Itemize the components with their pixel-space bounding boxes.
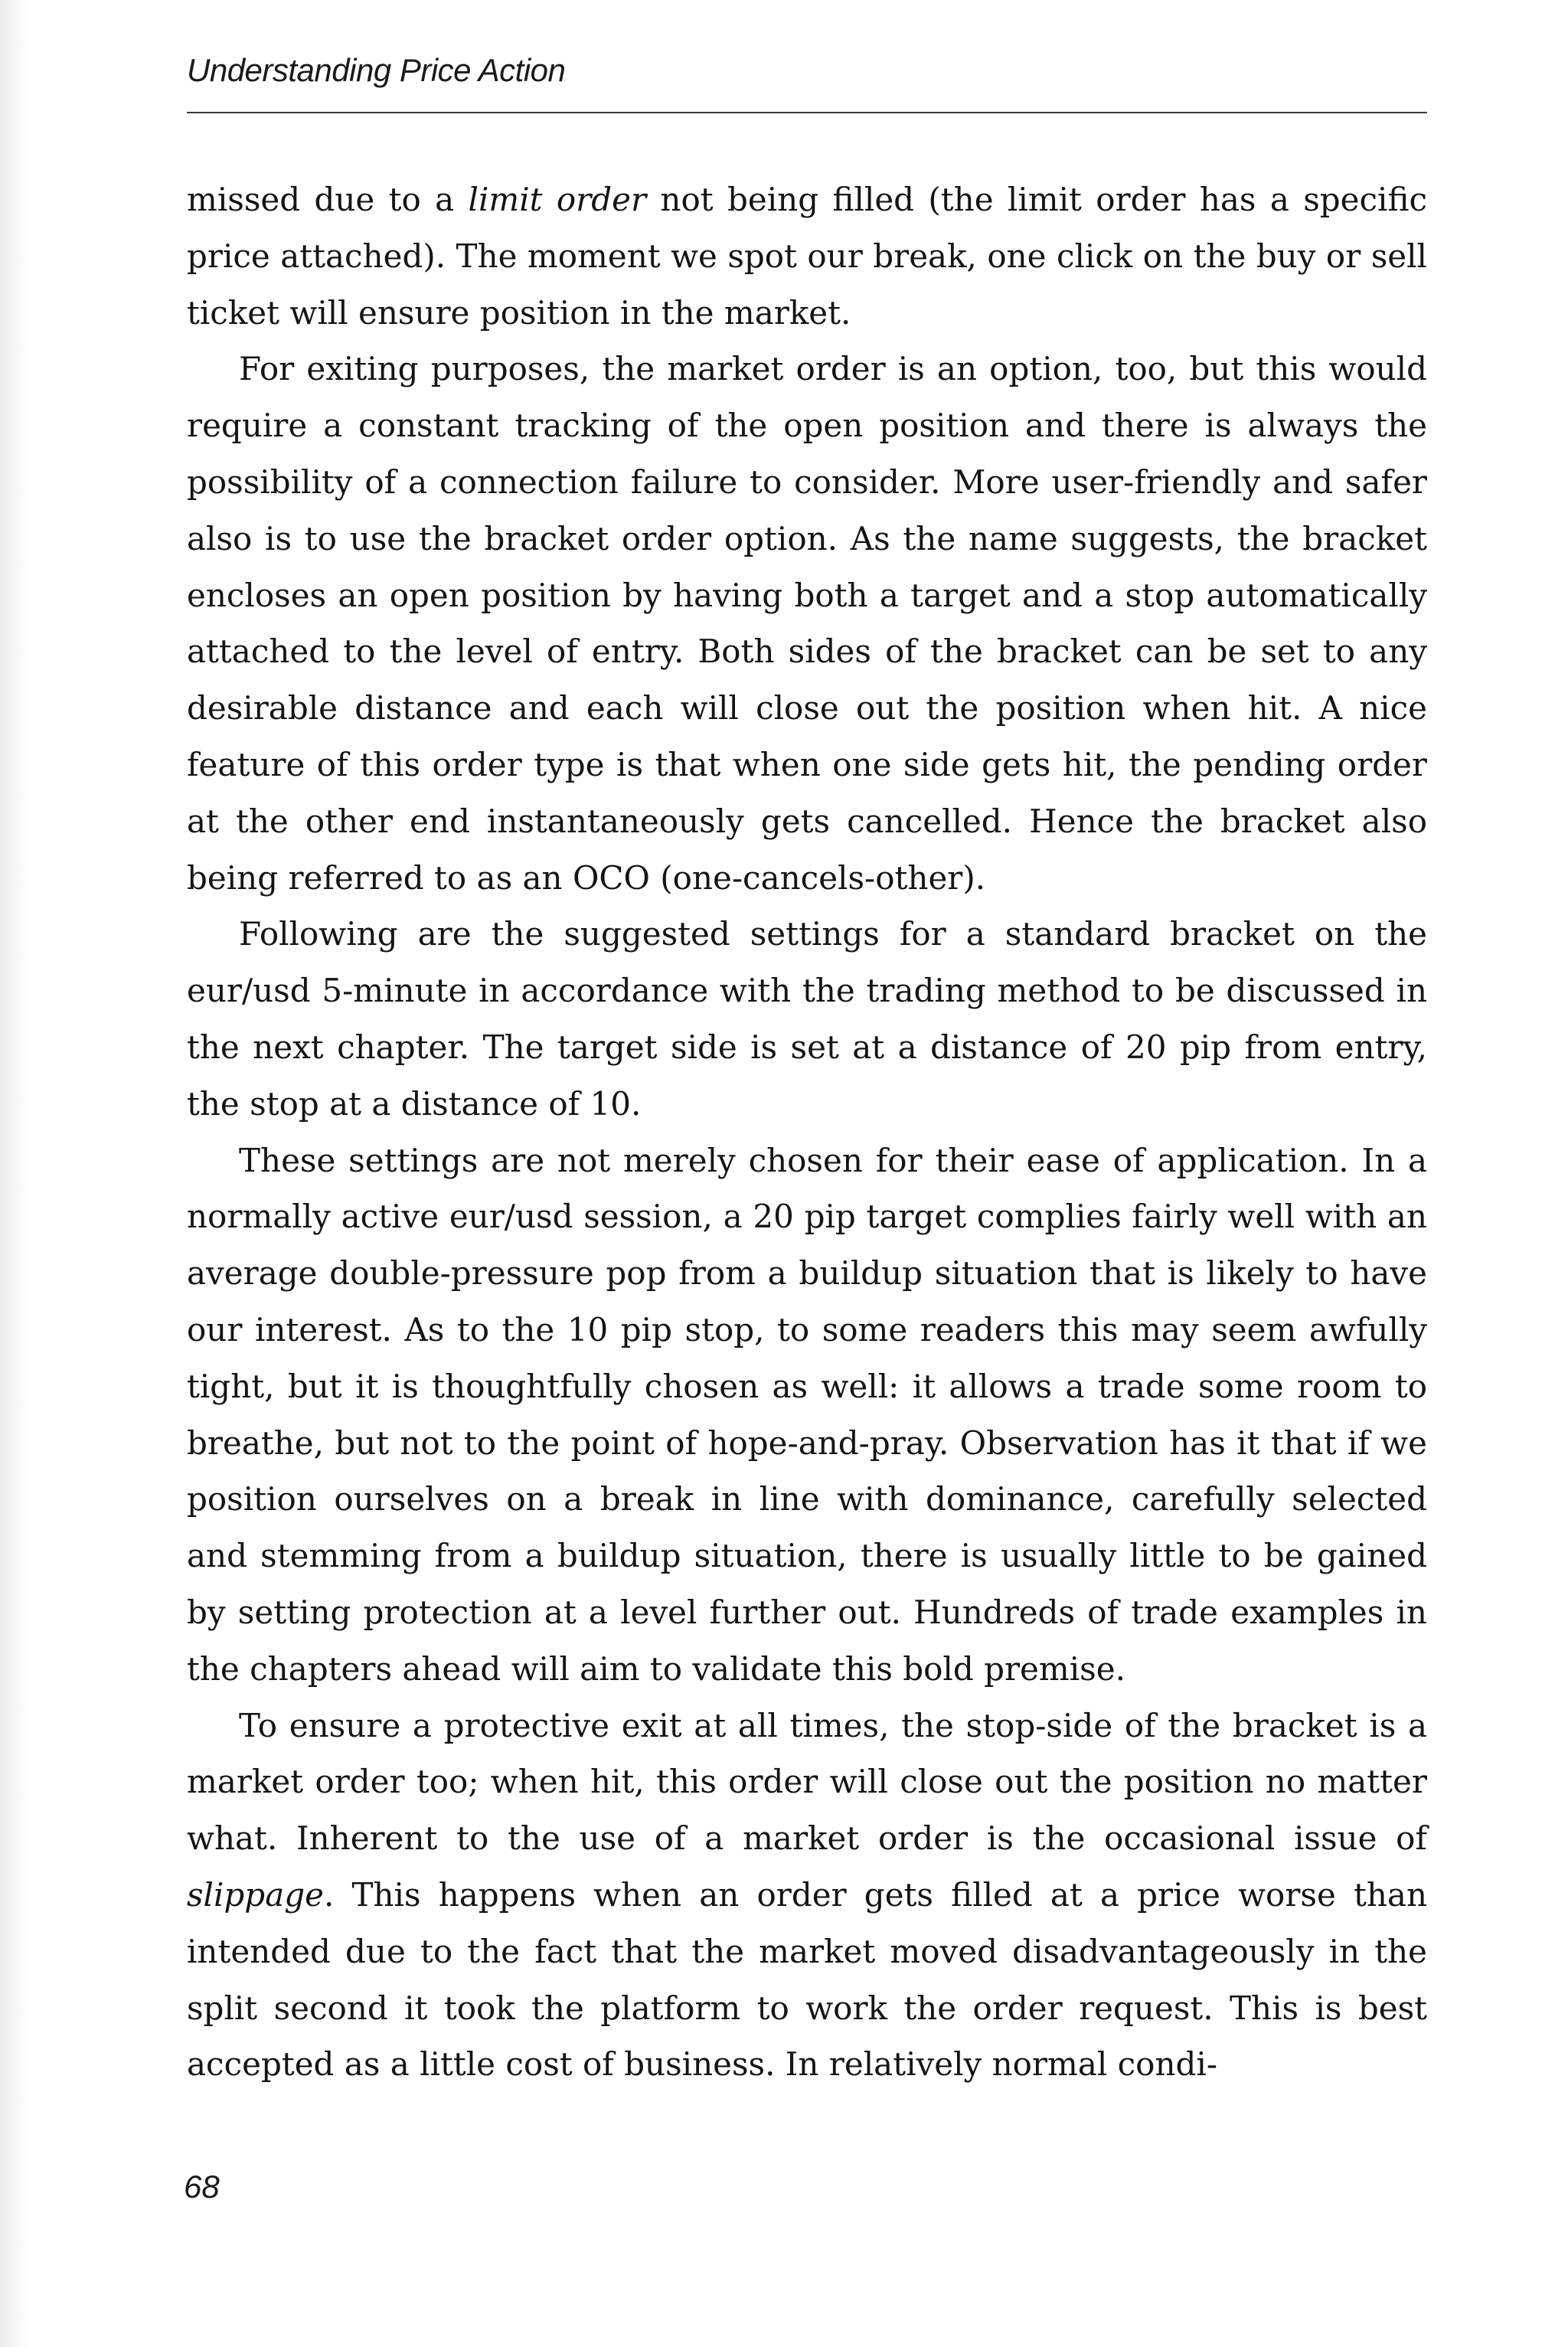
- text-run: For exiting purposes, the market order is an option, too, but this would require a constant tracking of the open position and there is always the possibility of a connection failure to consider. More user-friendly and safer also is to use the bracket order option. As the name suggests, the bracket encloses an open position by having both a target and a stop automatically attached to the level of entry. Both sides of the bracket can be set to any desirable distance and each will close out the position when hit. A nice feature of this order type is that when one side gets hit, the pending order at the other end instantaneously gets cancelled. Hence the bracket also being referred to as an OCO (one-cancels-other).: [187, 350, 1427, 897]
- text-run: Following are the suggested settings for a standard bracket on the eur/usd 5-minute in accordance with the trading method to be discussed in the next chapter. The target side is set at a distance of 20 pip from entry, the stop at a distance of 10.: [187, 915, 1427, 1123]
- page-header: [187, 52, 1427, 113]
- gutter-shadow: [0, 0, 31, 2347]
- italic-term: limit order: [468, 181, 647, 218]
- text-run: . This happens when an order gets filled at a price worse than intended due to the fact that the market moved disadvantageously in the split second it took the platform to work the order request. This is best accepted as a little cost of business. In relatively normal condi-: [187, 1875, 1427, 2084]
- paragraph: [187, 341, 1427, 906]
- page-number: 68: [184, 2169, 220, 2205]
- running-head: Understanding Price Action: [187, 52, 566, 88]
- body-text: [187, 172, 1427, 2093]
- paragraph: [187, 1698, 1427, 2094]
- paragraph: [187, 172, 1427, 341]
- text-run: not being filled (the limit order has a specific price attached). The moment we spot our break, one click on the buy or sell ticket will ensure position in the market.: [187, 181, 1427, 332]
- text-run: missed due to a: [187, 181, 469, 218]
- paragraph: [187, 1133, 1427, 1698]
- paragraph: [187, 906, 1427, 1132]
- text-run: To ensure a protective exit at all times, the stop-side of the bracket is a market order too; when hit, this order will close out the position no matter what. Inherent to the use of a market order is the occasional issue of: [187, 1706, 1427, 1858]
- italic-term: slippage: [187, 1875, 324, 1914]
- text-run: These settings are not merely chosen for their ease of application. In a normally active eur/usd session, a 20 pip target complies fairly well with an average double-pressure pop from a buildup situation that is likely to have our interest. As to the 10 pip stop, to some readers this may seem awfully tight, but it is thoughtfully chosen as well: it allows a trade some room to breathe, but not to the point of hope-and-pray. Observation has it that if we position ourselves on a break in line with dominance, carefully selected and stemming from a buildup situation, there is usually little to be gained by setting protection at a level further out. Hundreds of trade examples in the chapters ahead will aim to validate this bold premise.: [187, 1141, 1427, 1688]
